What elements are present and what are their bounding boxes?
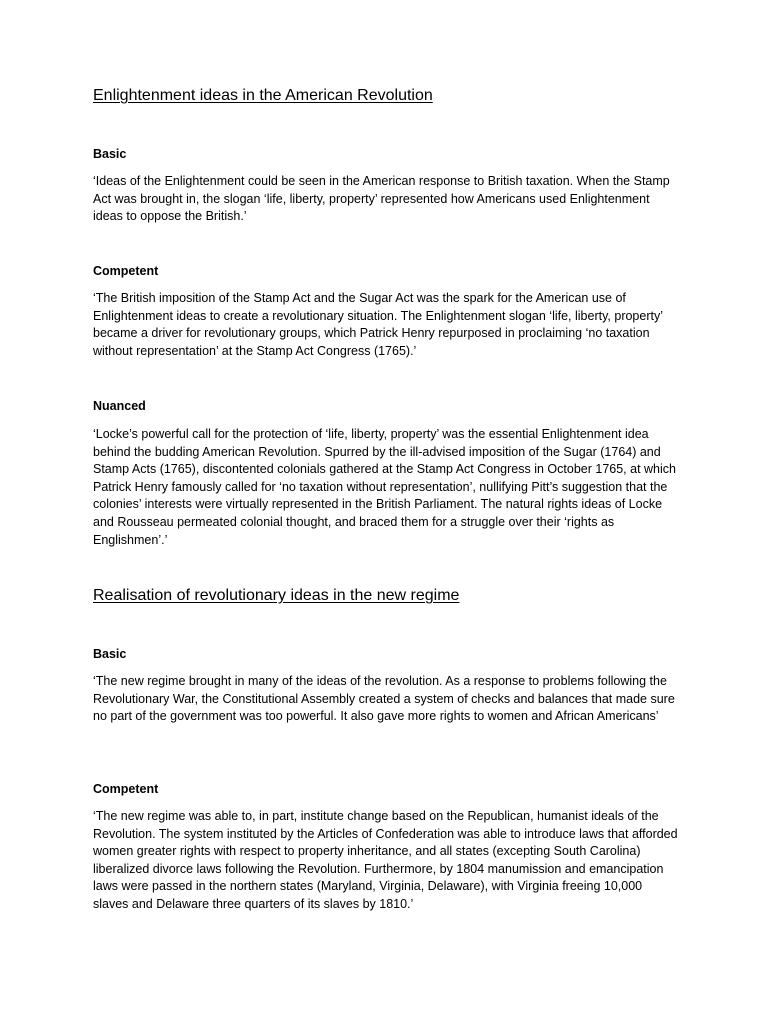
paragraph-nuanced: ‘Locke’s powerful call for the protection of ‘life, liberty, property’ was the essential Enlightenment idea behind the budding American Revolution. Spurred by the ill-advised imposition of the Sugar (1764) and Stamp Acts (1765), discontented colonials gathered at the Stamp Act Congress in October 1765, at which Patrick Henry famously called for ‘no taxation without representation’, nullifying Pitt’s suggestion that the colonies’ interests were virtually represented in the British Parliament. The natural rights ideas of Locke and Rousseau permeated colonial thought, and braced them for a struggle over their ‘rights as Englishmen’.’ xyxy=(93,427,676,547)
section-title-new-regime: Realisation of revolutionary ideas in the new regime xyxy=(93,587,460,604)
level-label-competent: Competent xyxy=(93,782,159,796)
level-label-basic: Basic xyxy=(93,147,127,161)
level-label-competent: Competent xyxy=(93,264,159,278)
paragraph-competent: ‘The new regime was able to, in part, institute change based on the Republican, humanist ideals of the Revolution. The system instituted by the Articles of Confederation was able to introduce laws that afforded women greater rights with respect to property inheritance, and all states (excepting South Carolina) liberalized divorce laws following the Revolution. Furthermore, by 1804 manumission and emancipation laws were passed in the northern states (Maryland, Virginia, Delaware), with Virginia freeing 10,000 slaves and Delaware three quarters of its slaves by 1810.’ xyxy=(93,809,678,911)
level-label-basic: Basic xyxy=(93,647,127,661)
paragraph-basic: ‘The new regime brought in many of the ideas of the revolution. As a response to problems following the Revolutionary War, the Constitutional Assembly created a system of checks and balances that made sure no part of the government was too powerful. It also gave more rights to women and African Americans’ xyxy=(93,674,675,724)
paragraph-competent: ‘The British imposition of the Stamp Act and the Sugar Act was the spark for the American use of Enlightenment ideas to create a revolutionary situation. The Enlightenment slogan ‘life, liberty, property’ became a driver for revolutionary groups, which Patrick Henry repurposed in proclaiming ‘no taxation without representation’ at the Stamp Act Congress (1765).’ xyxy=(93,291,663,358)
paragraph-basic: ‘Ideas of the Enlightenment could be seen in the American response to British taxation. When the Stamp Act was brought in, the slogan ‘life, liberty, property’ represented how Americans used Enlightenment ideas to oppose the British.’ xyxy=(93,174,670,224)
level-label-nuanced: Nuanced xyxy=(93,399,146,413)
section-title-enlightenment: Enlightenment ideas in the American Revolution xyxy=(93,87,433,104)
